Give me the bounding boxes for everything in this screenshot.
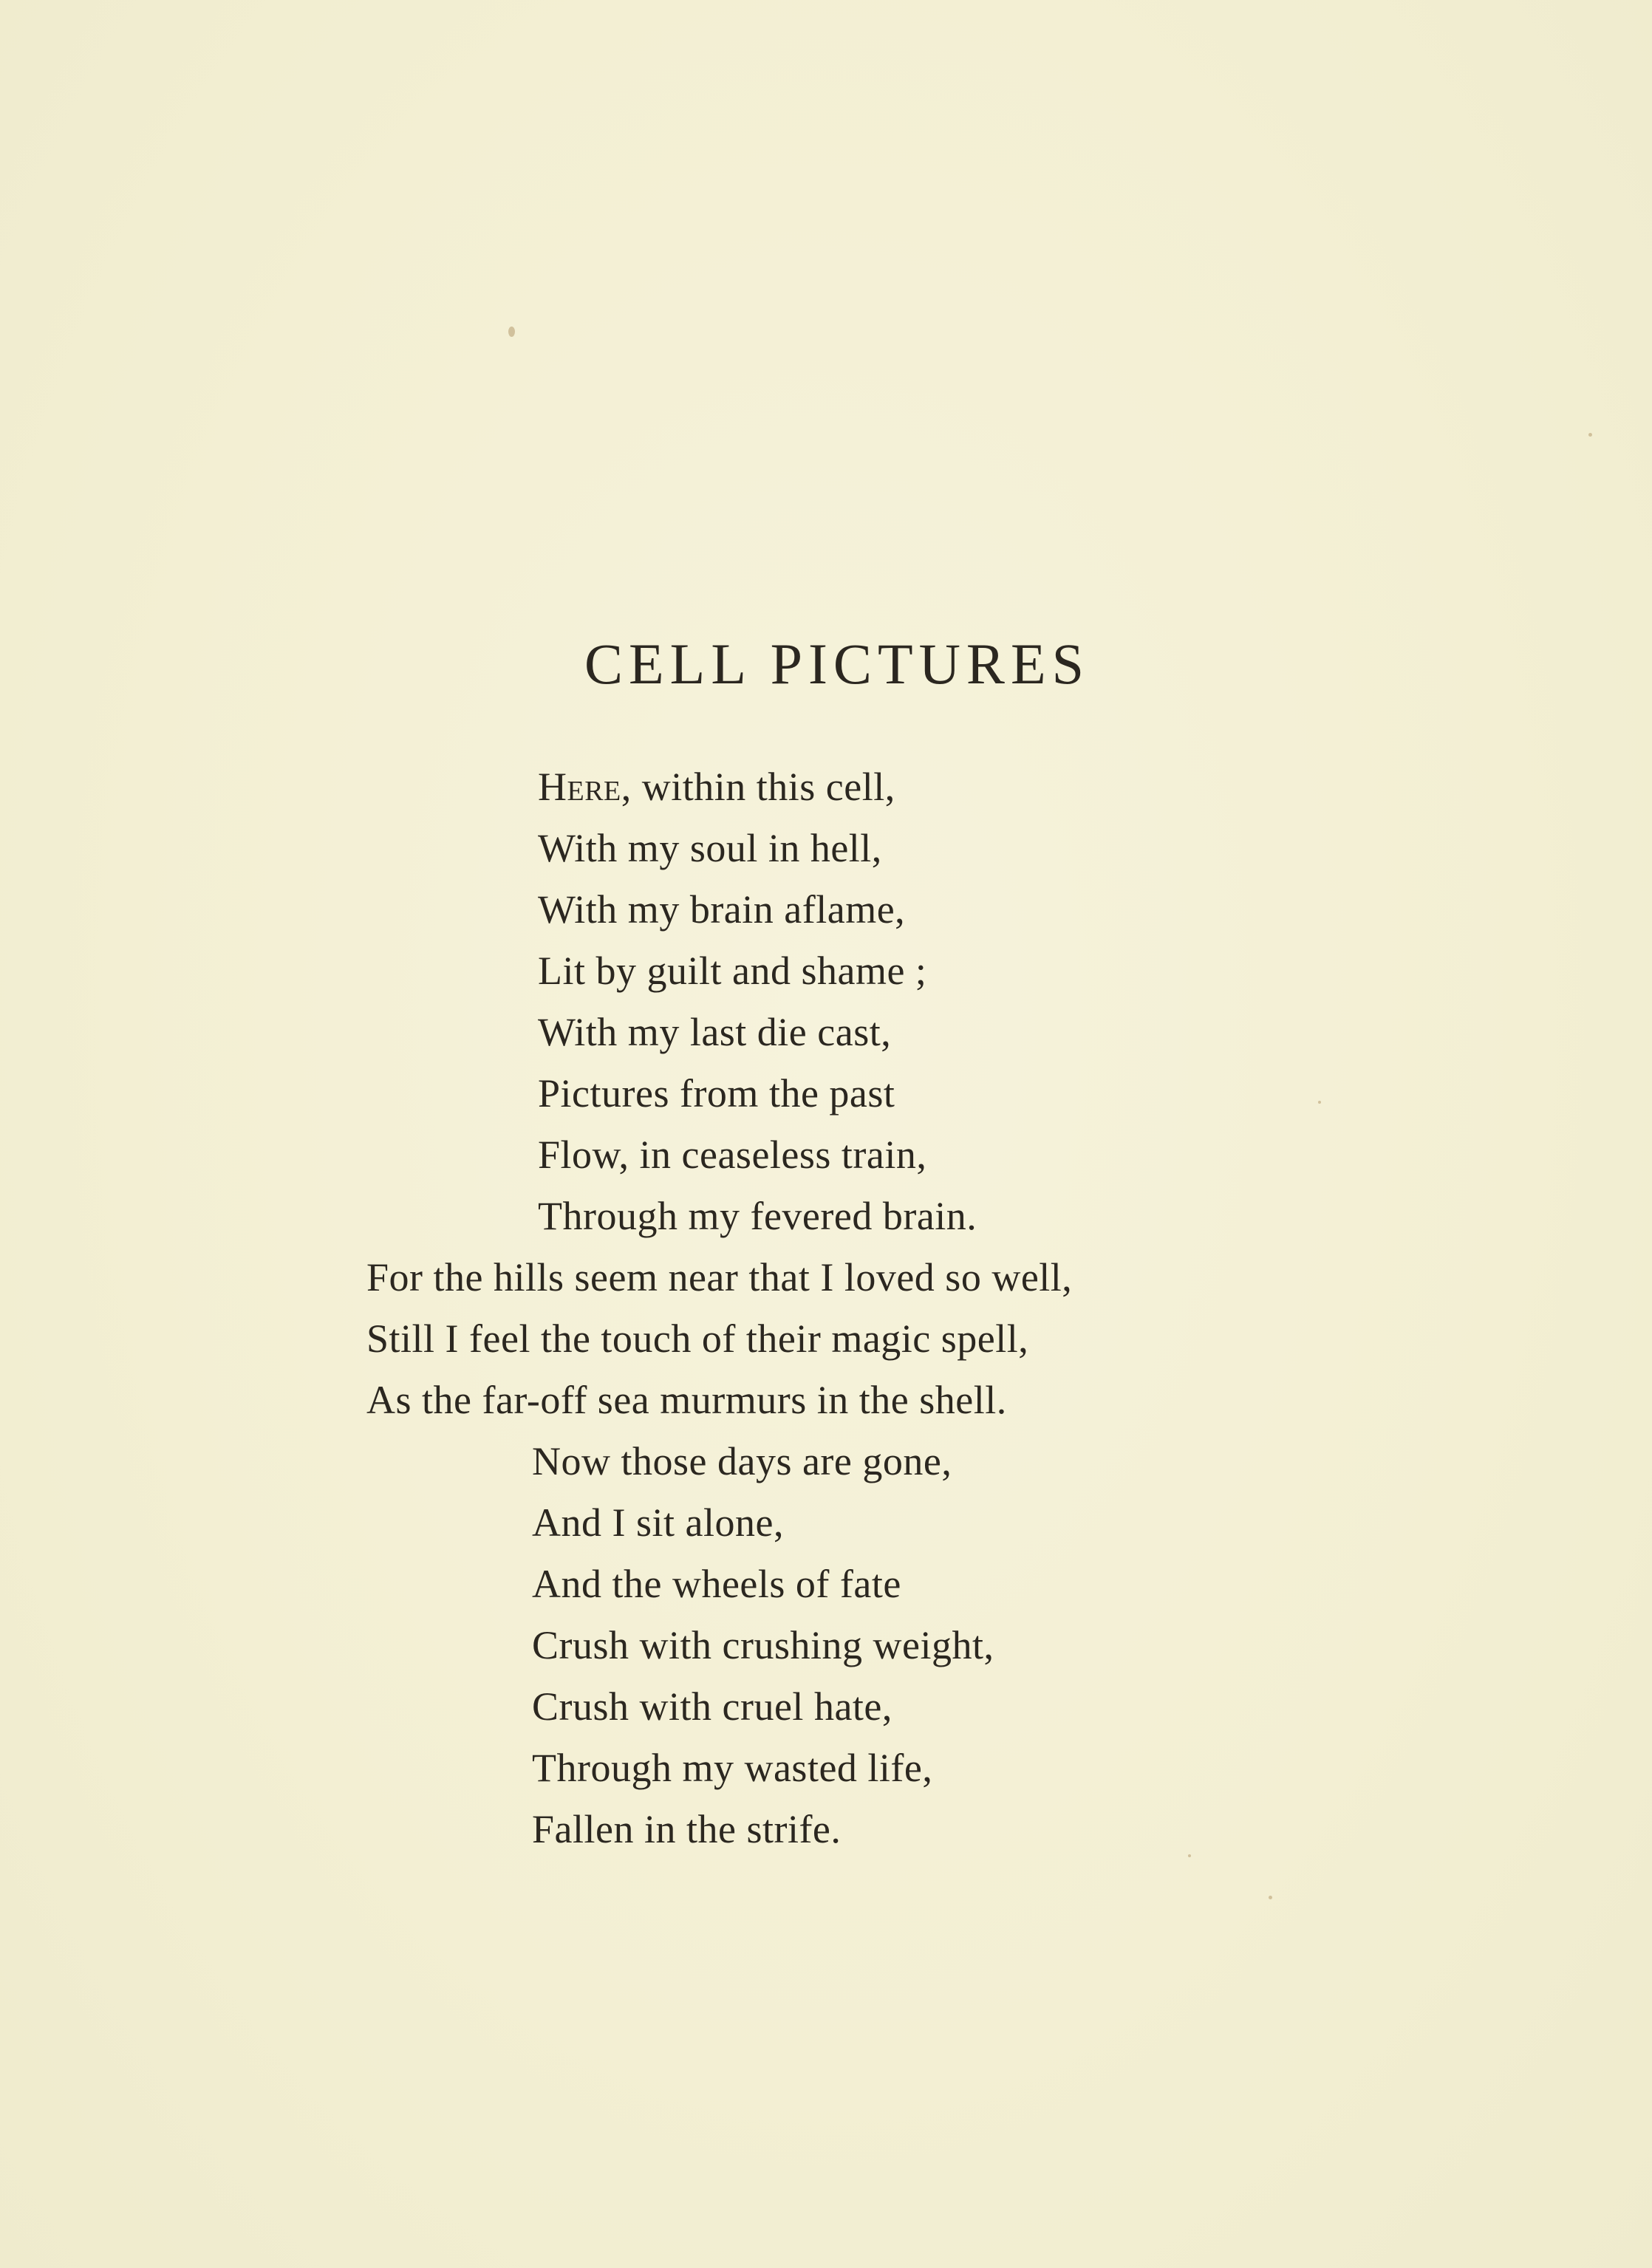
paper-speck <box>1588 433 1592 437</box>
poem-line <box>538 756 977 818</box>
paper-speck <box>508 327 515 337</box>
stanza-1 <box>538 756 977 1247</box>
poem-line: And I sit alone, <box>532 1500 784 1545</box>
poem-line: With my soul in hell, <box>538 826 882 870</box>
stanza-2 <box>366 1247 1072 1431</box>
poem-line: For the hills seem near that I loved so well, <box>366 1255 1073 1299</box>
poem-line: Flow, in ceaseless train, <box>538 1133 927 1177</box>
poem-line: Crush with crushing weight, <box>532 1623 994 1667</box>
paper-speck <box>1269 1896 1272 1899</box>
poem-first-word: Here, <box>538 765 632 809</box>
poem-line: Now those days are gone, <box>532 1439 952 1483</box>
paper-speck <box>1188 1854 1191 1857</box>
poem-line-text: within this cell, <box>641 765 895 809</box>
poem-line: Still I feel the touch of their magic spell, <box>366 1316 1029 1361</box>
poem-line: And the wheels of fate <box>532 1562 901 1606</box>
poem-line: As the far-off sea murmurs in the shell. <box>366 1378 1007 1422</box>
poem-line: Lit by guilt and shame ; <box>538 949 927 993</box>
poem-line: Crush with cruel hate, <box>532 1684 892 1729</box>
poem-line: With my last die cast, <box>538 1010 892 1054</box>
poem-line: Fallen in the strife. <box>532 1807 842 1851</box>
poem-line: With my brain aflame, <box>538 887 906 932</box>
stanza-3 <box>532 1431 994 1860</box>
poem-line: Through my fevered brain. <box>538 1194 977 1238</box>
poem-title: CELL PICTURES <box>584 632 1090 696</box>
paper-speck <box>1318 1101 1321 1104</box>
poem-line: Pictures from the past <box>538 1071 895 1116</box>
poem-line: Through my wasted life, <box>532 1746 933 1790</box>
